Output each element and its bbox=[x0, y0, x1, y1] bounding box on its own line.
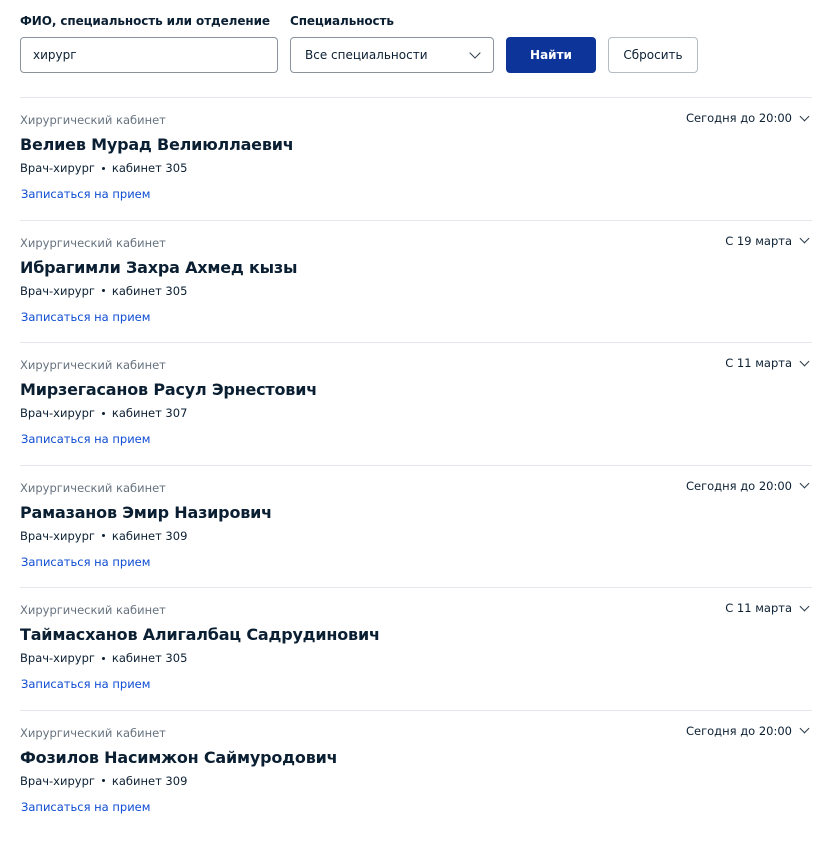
doctor-card bbox=[20, 465, 812, 588]
doctor-position: Врач-хирург bbox=[20, 651, 95, 665]
bullet-dot-icon bbox=[102, 779, 105, 782]
chevron-down-icon bbox=[800, 479, 810, 489]
department-label: Хирургический кабинет bbox=[20, 725, 166, 740]
search-label: ФИО, специальность или отделение bbox=[20, 14, 270, 28]
find-button[interactable]: Найти bbox=[506, 37, 596, 73]
bullet-dot-icon bbox=[102, 534, 105, 537]
doctor-list bbox=[20, 97, 812, 832]
doctor-card bbox=[20, 587, 812, 710]
schedule-toggle[interactable] bbox=[725, 356, 812, 370]
schedule-text: С 11 марта bbox=[725, 601, 792, 615]
book-appointment-link[interactable]: Записаться на прием bbox=[21, 187, 151, 201]
chevron-down-icon bbox=[800, 601, 810, 611]
doctor-position: Врач-хирург bbox=[20, 406, 95, 420]
doctor-card bbox=[20, 97, 812, 220]
schedule-toggle[interactable] bbox=[686, 724, 812, 738]
doctor-position: Врач-хирург bbox=[20, 161, 95, 175]
doctor-name: Рамазанов Эмир Назирович bbox=[20, 502, 272, 522]
doctor-room: кабинет 309 bbox=[111, 528, 188, 543]
book-appointment-link[interactable]: Записаться на прием bbox=[21, 677, 151, 691]
bullet-dot-icon bbox=[102, 289, 105, 292]
doctor-name: Велиев Мурад Велиюллаевич bbox=[20, 135, 294, 154]
doctor-meta bbox=[20, 161, 187, 175]
schedule-text: Сегодня до 20:00 bbox=[685, 478, 792, 493]
doctor-room: кабинет 307 bbox=[111, 406, 188, 420]
doctor-room: кабинет 305 bbox=[111, 161, 188, 175]
schedule-text: С 19 марта bbox=[725, 233, 792, 248]
schedule-text: Сегодня до 20:00 bbox=[685, 723, 792, 738]
schedule-toggle[interactable] bbox=[686, 479, 812, 493]
schedule-toggle[interactable] bbox=[686, 111, 812, 125]
doctor-name: Мирзегасанов Расул Эрнестович bbox=[20, 380, 318, 399]
department-label: Хирургический кабинет bbox=[20, 113, 166, 127]
doctor-meta bbox=[20, 651, 187, 665]
search-filters bbox=[20, 14, 812, 74]
book-appointment-link[interactable]: Записаться на прием bbox=[21, 554, 151, 569]
doctor-position: Врач-хирург bbox=[20, 283, 95, 298]
doctor-room: кабинет 305 bbox=[111, 283, 188, 298]
schedule-toggle[interactable] bbox=[725, 234, 812, 248]
book-appointment-link[interactable]: Записаться на прием bbox=[21, 309, 151, 324]
reset-button[interactable]: Сбросить bbox=[608, 37, 698, 73]
search-input[interactable] bbox=[20, 37, 278, 73]
bullet-dot-icon bbox=[102, 657, 105, 660]
chevron-down-icon bbox=[800, 356, 810, 366]
doctor-meta bbox=[20, 529, 187, 543]
bullet-dot-icon bbox=[102, 412, 105, 415]
doctor-card bbox=[20, 710, 812, 833]
department-label: Хирургический кабинет bbox=[20, 603, 166, 617]
schedule-text: С 11 марта bbox=[725, 356, 792, 370]
doctor-position: Врач-хирург bbox=[20, 528, 95, 543]
doctor-meta bbox=[20, 284, 187, 298]
chevron-down-icon bbox=[800, 724, 810, 734]
doctor-room: кабинет 305 bbox=[111, 651, 188, 665]
book-appointment-link[interactable]: Записаться на прием bbox=[21, 432, 151, 446]
department-label: Хирургический кабинет bbox=[20, 480, 166, 495]
doctor-meta bbox=[20, 406, 187, 420]
bullet-dot-icon bbox=[102, 167, 105, 170]
doctor-card bbox=[20, 342, 812, 465]
department-label: Хирургический кабинет bbox=[20, 358, 166, 372]
schedule-toggle[interactable] bbox=[725, 601, 812, 615]
schedule-text: Сегодня до 20:00 bbox=[685, 111, 792, 125]
book-appointment-link[interactable]: Записаться на прием bbox=[21, 799, 151, 814]
doctor-name: Ибрагимли Захра Ахмед кызы bbox=[20, 257, 298, 277]
specialty-select-value: Все специальности bbox=[305, 48, 428, 62]
specialty-label: Специальность bbox=[290, 14, 394, 28]
chevron-down-icon bbox=[800, 111, 810, 121]
doctor-position: Врач-хирург bbox=[20, 773, 95, 788]
doctor-name: Таймасханов Алигалбац Садрудинович bbox=[20, 625, 380, 644]
doctor-room: кабинет 309 bbox=[111, 773, 188, 788]
chevron-down-icon bbox=[800, 234, 810, 244]
chevron-down-icon bbox=[469, 47, 480, 58]
doctor-meta bbox=[20, 774, 187, 788]
doctor-name: Фозилов Насимжон Саймуродович bbox=[20, 747, 338, 767]
specialty-select[interactable] bbox=[290, 37, 494, 73]
department-label: Хирургический кабинет bbox=[20, 235, 166, 250]
doctor-card bbox=[20, 220, 812, 343]
